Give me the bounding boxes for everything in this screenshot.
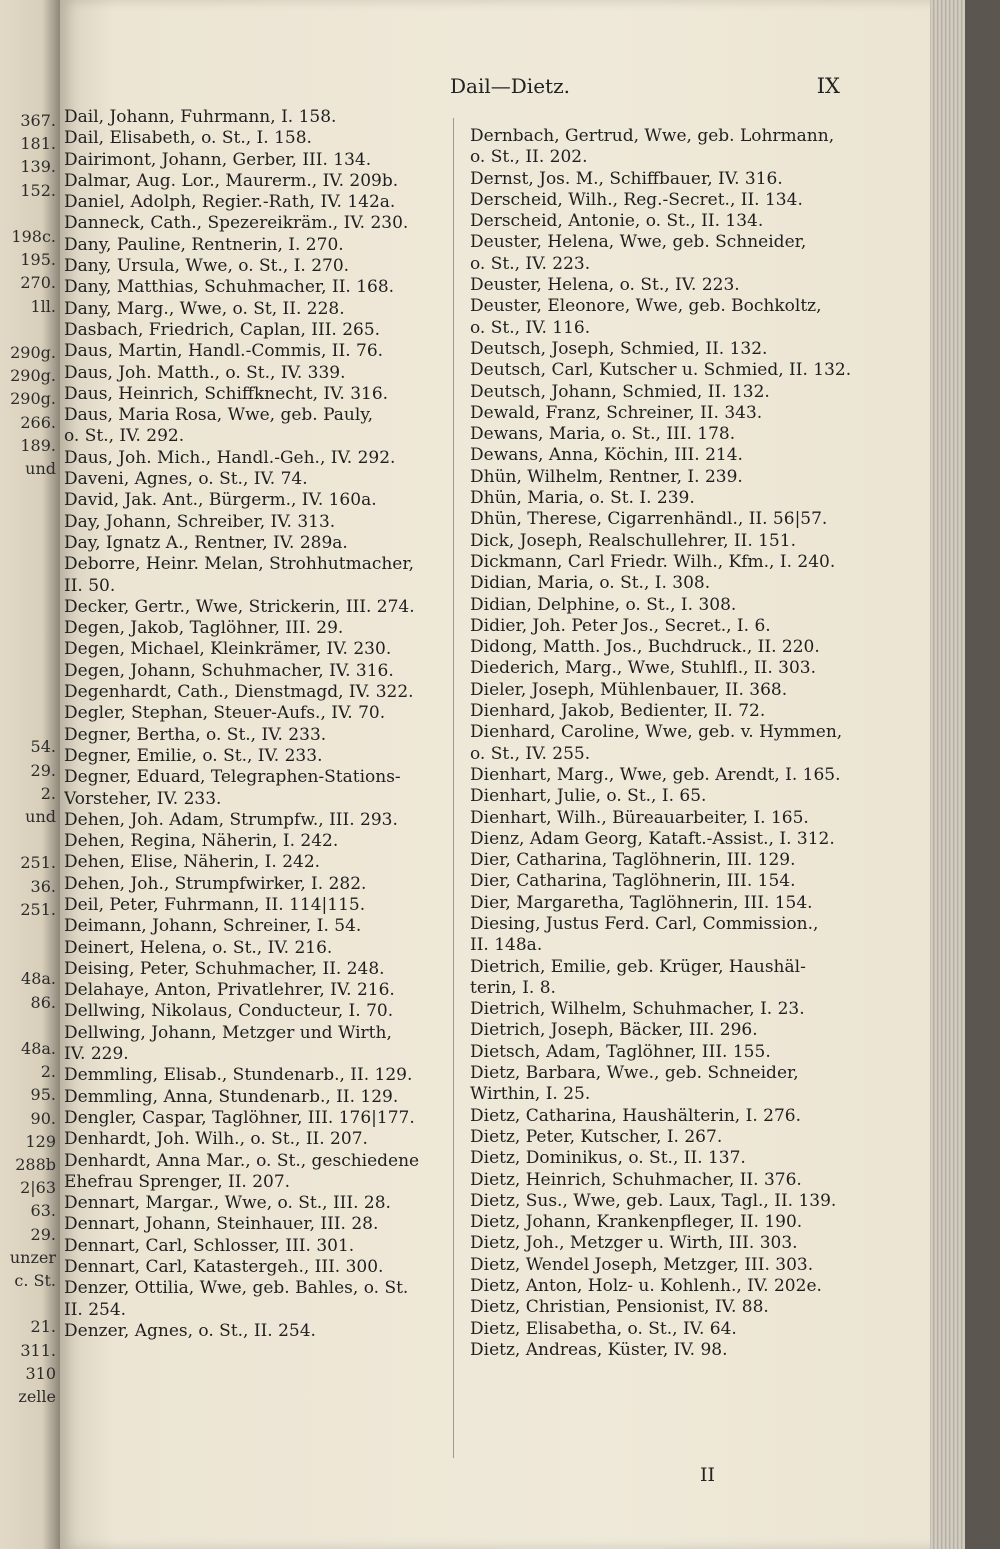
directory-entry: Dienhard, Jakob, Bedienter, II. 72. <box>470 701 766 722</box>
right-column <box>470 126 880 1361</box>
directory-entry: IV. 229. <box>64 1044 129 1065</box>
margin-fragment: 129 <box>25 1131 56 1151</box>
directory-entry: Dernst, Jos. M., Schiffbauer, IV. 316. <box>470 168 783 189</box>
directory-entry: Diesing, Justus Ferd. Carl, Commission., <box>470 913 819 934</box>
directory-entry: Degen, Johann, Schuhmacher, IV. 316. <box>64 660 394 681</box>
directory-entry: Dennart, Carl, Katastergeh., III. 300. <box>64 1257 384 1278</box>
directory-entry: Deinert, Helena, o. St., IV. 216. <box>64 937 333 958</box>
directory-entry: Dhün, Maria, o. St. I. 239. <box>470 488 695 509</box>
directory-entry: o. St., IV. 255. <box>470 743 591 764</box>
directory-entry: Demmling, Anna, Stundenarb., II. 129. <box>64 1086 399 1107</box>
directory-entry: Dietrich, Joseph, Bäcker, III. 296. <box>470 1020 758 1041</box>
directory-entry: Deborre, Heinr. Melan, Strohhutmacher, <box>64 554 415 575</box>
directory-entry: Dietsch, Adam, Taglöhner, III. 155. <box>470 1041 771 1062</box>
directory-entry: Dany, Pauline, Rentnerin, I. 270. <box>64 234 344 255</box>
directory-entry: Danneck, Cath., Spezereikräm., IV. 230. <box>64 213 409 234</box>
directory-entry: Dier, Catharina, Taglöhnerin, III. 129. <box>470 850 796 871</box>
directory-entry: Dienhard, Caroline, Wwe, geb. v. Hymmen, <box>470 722 843 743</box>
directory-entry: Degler, Stephan, Steuer-Aufs., IV. 70. <box>64 703 386 724</box>
directory-entry: Dietz, Anton, Holz- u. Kohlenh., IV. 202e. <box>470 1276 822 1297</box>
directory-entry: David, Jak. Ant., Bürgerm., IV. 160a. <box>64 490 377 511</box>
directory-entry: o. St., IV. 223. <box>470 253 591 274</box>
directory-entry: Dienhart, Marg., Wwe, geb. Arendt, I. 165. <box>470 764 841 785</box>
margin-fragment: und <box>25 459 56 478</box>
directory-entry: II. 254. <box>64 1299 127 1320</box>
directory-entry: Dennart, Margar., Wwe, o. St., III. 28. <box>64 1193 391 1214</box>
left-column <box>64 107 464 1342</box>
directory-entry: Didian, Delphine, o. St., I. 308. <box>470 594 737 615</box>
margin-fragment: 367. <box>20 111 56 130</box>
directory-entry: Derscheid, Antonie, o. St., II. 134. <box>470 211 764 232</box>
directory-entry: Dail, Elisabeth, o. St., I. 158. <box>64 128 312 149</box>
sheet-signature: II <box>700 1464 716 1486</box>
margin-fragment: 251. <box>20 899 56 919</box>
directory-entry: Ehefrau Sprenger, II. 207. <box>64 1171 291 1192</box>
directory-entry: Deuster, Eleonore, Wwe, geb. Bochkoltz, <box>470 296 822 317</box>
directory-entry: Dienhart, Julie, o. St., I. 65. <box>470 786 707 807</box>
directory-entry: Daniel, Adolph, Regier.-Rath, IV. 142a. <box>64 192 396 213</box>
directory-entry: Dehen, Regina, Näherin, I. 242. <box>64 831 339 852</box>
directory-entry: Dietz, Wendel Joseph, Metzger, III. 303. <box>470 1254 814 1275</box>
directory-entry: Degner, Bertha, o. St., IV. 233. <box>64 724 327 745</box>
margin-fragment: 48a. <box>21 1039 56 1058</box>
directory-entry: Deutsch, Joseph, Schmied, II. 132. <box>470 338 768 359</box>
margin-fragment: 36. <box>30 876 56 896</box>
directory-entry: Degen, Michael, Kleinkrämer, IV. 230. <box>64 639 392 660</box>
directory-entry: Degenhardt, Cath., Dienstmagd, IV. 322. <box>64 682 414 703</box>
directory-entry: Daus, Joh. Mich., Handl.-Geh., IV. 292. <box>64 447 396 468</box>
directory-entry: Daus, Heinrich, Schiffknecht, IV. 316. <box>64 383 389 404</box>
directory-entry: o. St., IV. 292. <box>64 426 185 447</box>
directory-page <box>60 0 965 1549</box>
margin-fragment: 54. <box>30 737 56 757</box>
margin-fragment: 152. <box>20 180 56 200</box>
margin-fragment: 195. <box>20 250 56 270</box>
directory-entry: Daus, Martin, Handl.-Commis, II. 76. <box>64 341 384 362</box>
margin-fragment: 290g. <box>10 389 56 409</box>
directory-entry: Dienhart, Wilh., Büreauarbeiter, I. 165. <box>470 807 809 828</box>
directory-entry: Dengler, Caspar, Taglöhner, III. 176|177. <box>64 1107 415 1128</box>
directory-entry: Dietz, Christian, Pensionist, IV. 88. <box>470 1297 769 1318</box>
directory-entry: Dennart, Carl, Schlosser, III. 301. <box>64 1235 355 1256</box>
directory-entry: Dhün, Therese, Cigarrenhändl., II. 56|57. <box>470 509 828 530</box>
directory-entry: Deutsch, Johann, Schmied, II. 132. <box>470 381 770 402</box>
directory-entry: Demmling, Elisab., Stundenarb., II. 129. <box>64 1065 413 1086</box>
directory-entry: o. St., II. 202. <box>470 147 588 168</box>
page-block-edge <box>930 0 965 1549</box>
directory-entry: Daveni, Agnes, o. St., IV. 74. <box>64 469 308 490</box>
directory-entry: Dietrich, Emilie, geb. Krüger, Haushäl- <box>470 956 806 977</box>
margin-fragment: und <box>25 807 56 826</box>
margin-fragment: 95. <box>30 1085 56 1105</box>
directory-entry: Dehen, Joh. Adam, Strumpfw., III. 293. <box>64 809 398 830</box>
margin-fragment: 311. <box>20 1340 56 1360</box>
margin-fragment: 1ll. <box>30 296 56 316</box>
margin-fragment: 2|63 <box>20 1178 56 1198</box>
directory-entry: Dietz, Peter, Kutscher, I. 267. <box>470 1126 723 1147</box>
margin-fragment: 86. <box>30 992 56 1012</box>
margin-fragment: 29. <box>30 1224 56 1244</box>
directory-entry: Deising, Peter, Schuhmacher, II. 248. <box>64 958 385 979</box>
margin-fragment: 270. <box>20 273 56 293</box>
margin-fragment: zelle <box>18 1387 56 1406</box>
margin-fragment: 198c. <box>11 227 56 246</box>
margin-fragment: 2. <box>40 783 56 803</box>
margin-fragment: 290g. <box>10 366 56 386</box>
margin-fragment: 310 <box>25 1363 56 1383</box>
directory-entry: Dehen, Elise, Näherin, I. 242. <box>64 852 321 873</box>
directory-entry: Dany, Marg., Wwe, o. St, II. 228. <box>64 298 345 319</box>
directory-entry: Deutsch, Carl, Kutscher u. Schmied, II. 132. <box>470 360 852 381</box>
directory-entry: II. 50. <box>64 575 116 596</box>
margin-fragment: 290g. <box>10 343 56 362</box>
directory-entry: Dienz, Adam Georg, Kataft.-Assist., I. 312. <box>470 828 835 849</box>
facing-page-edge <box>0 0 60 1549</box>
directory-entry: Daus, Maria Rosa, Wwe, geb. Pauly, <box>64 405 374 426</box>
page-number: IX <box>816 74 840 98</box>
directory-entry: Dietz, Barbara, Wwe., geb. Schneider, <box>470 1063 799 1084</box>
margin-fragment: 29. <box>30 760 56 780</box>
margin-fragment: c. St. <box>14 1271 56 1290</box>
margin-fragment: 139. <box>20 157 56 177</box>
directory-entry: Daus, Joh. Matth., o. St., IV. 339. <box>64 362 346 383</box>
directory-entry: Denhardt, Joh. Wilh., o. St., II. 207. <box>64 1129 368 1150</box>
directory-entry: Dellwing, Johann, Metzger und Wirth, <box>64 1022 392 1043</box>
directory-entry: Day, Ignatz A., Rentner, IV. 289a. <box>64 532 348 553</box>
directory-entry: Dick, Joseph, Realschullehrer, II. 151. <box>470 530 796 551</box>
directory-entry: Dietz, Heinrich, Schuhmacher, II. 376. <box>470 1169 802 1190</box>
margin-fragment: 288b <box>15 1155 56 1174</box>
directory-entry: Degen, Jakob, Taglöhner, III. 29. <box>64 618 344 639</box>
directory-entry: Day, Johann, Schreiber, IV. 313. <box>64 511 336 532</box>
directory-entry: Deil, Peter, Fuhrmann, II. 114|115. <box>64 894 366 915</box>
directory-entry: Delahaye, Anton, Privatlehrer, IV. 216. <box>64 980 395 1001</box>
margin-fragment: 48a. <box>21 969 56 989</box>
directory-entry: Dewans, Maria, o. St., III. 178. <box>470 424 736 445</box>
directory-entry: Dietz, Dominikus, o. St., II. 137. <box>470 1148 746 1169</box>
directory-entry: Dietz, Joh., Metzger u. Wirth, III. 303. <box>470 1233 798 1254</box>
directory-entry: Dail, Johann, Fuhrmann, I. 158. <box>64 107 337 127</box>
directory-entry: Didier, Joh. Peter Jos., Secret., I. 6. <box>470 615 771 636</box>
directory-entry: Didong, Matth. Jos., Buchdruck., II. 220. <box>470 637 820 658</box>
directory-entry: Dewald, Franz, Schreiner, II. 343. <box>470 402 763 423</box>
directory-entry: Decker, Gertr., Wwe, Strickerin, III. 274. <box>64 596 415 617</box>
directory-entry: Denzer, Ottilia, Wwe, geb. Bahles, o. St. <box>64 1278 409 1299</box>
directory-entry: Dieler, Joseph, Mühlenbauer, II. 368. <box>470 679 788 700</box>
directory-entry: Dietz, Catharina, Haushälterin, I. 276. <box>470 1105 801 1126</box>
directory-entry: Dier, Catharina, Taglöhnerin, III. 154. <box>470 871 796 892</box>
directory-entry: Deuster, Helena, Wwe, geb. Schneider, <box>470 232 807 253</box>
directory-entry: Dietz, Johann, Krankenpfleger, II. 190. <box>470 1212 803 1233</box>
directory-entry: Dany, Matthias, Schuhmacher, II. 168. <box>64 277 395 298</box>
page-title: Dail—Dietz. <box>450 74 570 98</box>
directory-entry: Derscheid, Wilh., Reg.-Secret., II. 134. <box>470 189 803 210</box>
margin-fragment: 266. <box>20 412 56 432</box>
directory-entry: terin, I. 8. <box>470 977 556 998</box>
directory-entry: Dier, Margaretha, Taglöhnerin, III. 154. <box>470 892 813 913</box>
directory-entry: Diederich, Marg., Wwe, Stuhlfl., II. 303. <box>470 658 817 679</box>
directory-entry: Dehen, Joh., Strumpfwirker, I. 282. <box>64 873 367 894</box>
margin-fragment: 63. <box>30 1201 56 1221</box>
directory-entry: Dietrich, Wilhelm, Schuhmacher, I. 23. <box>470 999 805 1020</box>
margin-fragment: 251. <box>20 853 56 873</box>
directory-entry: II. 148a. <box>470 935 543 956</box>
directory-entry: Deimann, Johann, Schreiner, I. 54. <box>64 916 362 937</box>
directory-entry: Degner, Eduard, Telegraphen-Stations- <box>64 767 401 788</box>
directory-entry: Degner, Emilie, o. St., IV. 233. <box>64 745 323 766</box>
margin-fragment: 21. <box>30 1317 56 1337</box>
directory-entry: Dalmar, Aug. Lor., Maurerm., IV. 209b. <box>64 170 399 191</box>
margin-fragment: 181. <box>20 134 56 154</box>
directory-entry: Dietz, Sus., Wwe, geb. Laux, Tagl., II. 139. <box>470 1190 837 1211</box>
directory-entry: Deuster, Helena, o. St., IV. 223. <box>470 275 740 296</box>
margin-fragment: 2. <box>40 1062 56 1082</box>
directory-entry: Vorsteher, IV. 233. <box>64 788 222 809</box>
margin-fragment: 189. <box>20 435 56 455</box>
directory-entry: Dany, Ursula, Wwe, o. St., I. 270. <box>64 256 350 277</box>
directory-entry: o. St., IV. 116. <box>470 317 591 338</box>
directory-entry: Dickmann, Carl Friedr. Wilh., Kfm., I. 240. <box>470 551 836 572</box>
directory-entry: Dasbach, Friedrich, Caplan, III. 265. <box>64 319 381 340</box>
directory-entry: Dellwing, Nikolaus, Conducteur, I. 70. <box>64 1001 394 1022</box>
directory-entry: Dietz, Elisabetha, o. St., IV. 64. <box>470 1318 737 1339</box>
margin-fragment: unzer <box>9 1247 56 1267</box>
margin-fragment: 90. <box>30 1108 56 1128</box>
directory-entry: Denhardt, Anna Mar., o. St., geschiedene <box>64 1150 420 1171</box>
directory-entry: Dernbach, Gertrud, Wwe, geb. Lohrmann, <box>470 126 835 146</box>
directory-entry: Wirthin, I. 25. <box>470 1084 591 1105</box>
directory-entry: Dennart, Johann, Steinhauer, III. 28. <box>64 1214 379 1235</box>
directory-entry: Dhün, Wilhelm, Rentner, I. 239. <box>470 466 743 487</box>
directory-entry: Dairimont, Johann, Gerber, III. 134. <box>64 149 372 170</box>
directory-entry: Didian, Maria, o. St., I. 308. <box>470 573 711 594</box>
directory-entry: Denzer, Agnes, o. St., II. 254. <box>64 1320 316 1341</box>
directory-entry: Dewans, Anna, Köchin, III. 214. <box>470 445 743 466</box>
directory-entry: Dietz, Andreas, Küster, IV. 98. <box>470 1339 728 1360</box>
